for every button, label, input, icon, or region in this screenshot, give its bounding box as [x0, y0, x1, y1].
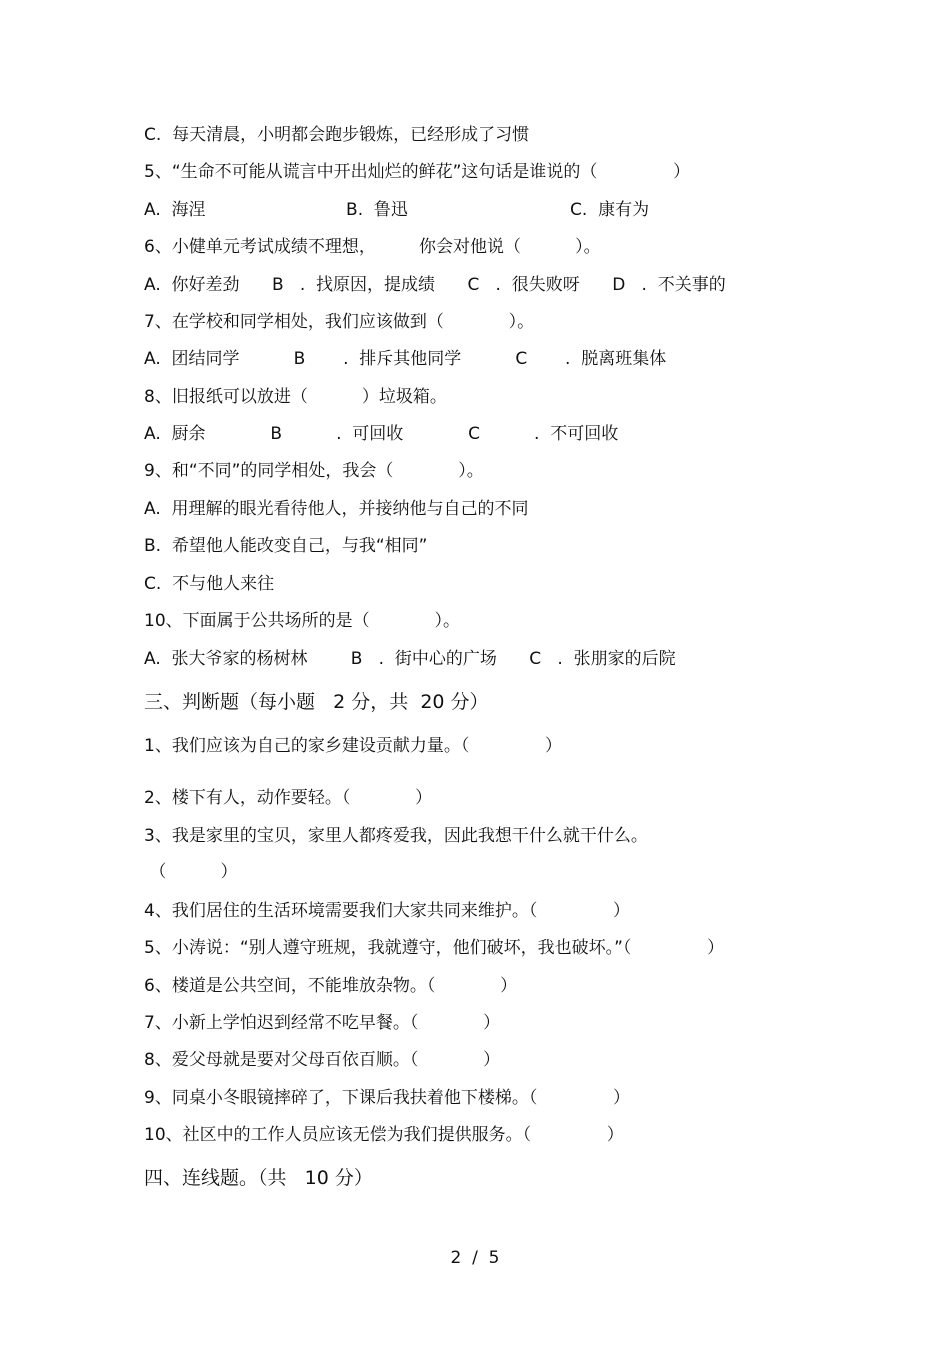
question-7: 7、在学校和同学相处，我们应该做到（ ）。	[144, 312, 535, 332]
question-7-options: A. 团结同学 B . 排斥其他同学 C . 脱离班集体	[144, 349, 667, 369]
question-9: 9、和“不同”的同学相处，我会（ ）。	[144, 461, 484, 481]
judgment-item-2: 2、楼下有人，动作要轻。（ ）	[144, 788, 433, 808]
question-9-option-c: C. 不与他人来往	[144, 574, 275, 594]
question-5-options: A. 海涅 B. 鲁迅 C. 康有为	[144, 200, 650, 220]
question-6: 6、小健单元考试成绩不理想， 你会对他说（ ）。	[144, 237, 601, 257]
section-4-heading: 四、连线题。（共 10 分）	[144, 1167, 373, 1189]
judgment-item-8: 8、爱父母就是要对父母百依百顺。（ ）	[144, 1050, 501, 1070]
judgment-item-7: 7、小新上学怕迟到经常不吃早餐。（ ）	[144, 1013, 501, 1033]
question-9-option-b: B. 希望他人能改变自己，与我“相同”	[144, 536, 428, 556]
question-10: 10、下面属于公共场所的是（ ）。	[144, 611, 460, 631]
question-9-option-a: A. 用理解的眼光看待他人，并接纳他与自己的不同	[144, 499, 529, 519]
judgment-item-6: 6、楼道是公共空间，不能堆放杂物。（ ）	[144, 976, 518, 996]
question-4-option-c: C. 每天清晨，小明都会跑步锻炼，已经形成了习惯	[144, 125, 530, 145]
page-number: 2 / 5	[450, 1248, 500, 1268]
question-5: 5、“生命不可能从谎言中开出灿烂的鲜花”这句话是谁说的（ ）	[144, 162, 691, 182]
judgment-item-3-blank: （ ）	[144, 862, 238, 882]
judgment-item-10: 10、社区中的工作人员应该无偿为我们提供服务。（ ）	[144, 1125, 624, 1145]
question-8: 8、旧报纸可以放进（ ）垃圾箱。	[144, 387, 447, 407]
question-6-options: A. 你好差劲 B . 找原因，提成绩 C . 很失败呀 D . 不关事的	[144, 275, 726, 295]
question-10-options: A. 张大爷家的杨树林 B . 街中心的广场 C . 张朋家的后院	[144, 649, 676, 669]
question-8-options: A. 厨余 B . 可回收 C . 不可回收	[144, 424, 619, 444]
judgment-item-9: 9、同桌小冬眼镜摔碎了，下课后我扶着他下楼梯。（ ）	[144, 1088, 630, 1108]
section-3-heading: 三、判断题（每小题 2 分，共 20 分）	[144, 691, 489, 713]
judgment-item-1: 1、我们应该为自己的家乡建设贡献力量。（ ）	[144, 736, 562, 756]
judgment-item-4: 4、我们居住的生活环境需要我们大家共同来维护。（ ）	[144, 901, 630, 921]
judgment-item-5: 5、小涛说：“别人遵守班规，我就遵守，他们破坏，我也破坏。”（ ）	[144, 938, 725, 958]
judgment-item-3: 3、我是家里的宝贝，家里人都疼爱我，因此我想干什么就干什么。	[144, 826, 648, 846]
